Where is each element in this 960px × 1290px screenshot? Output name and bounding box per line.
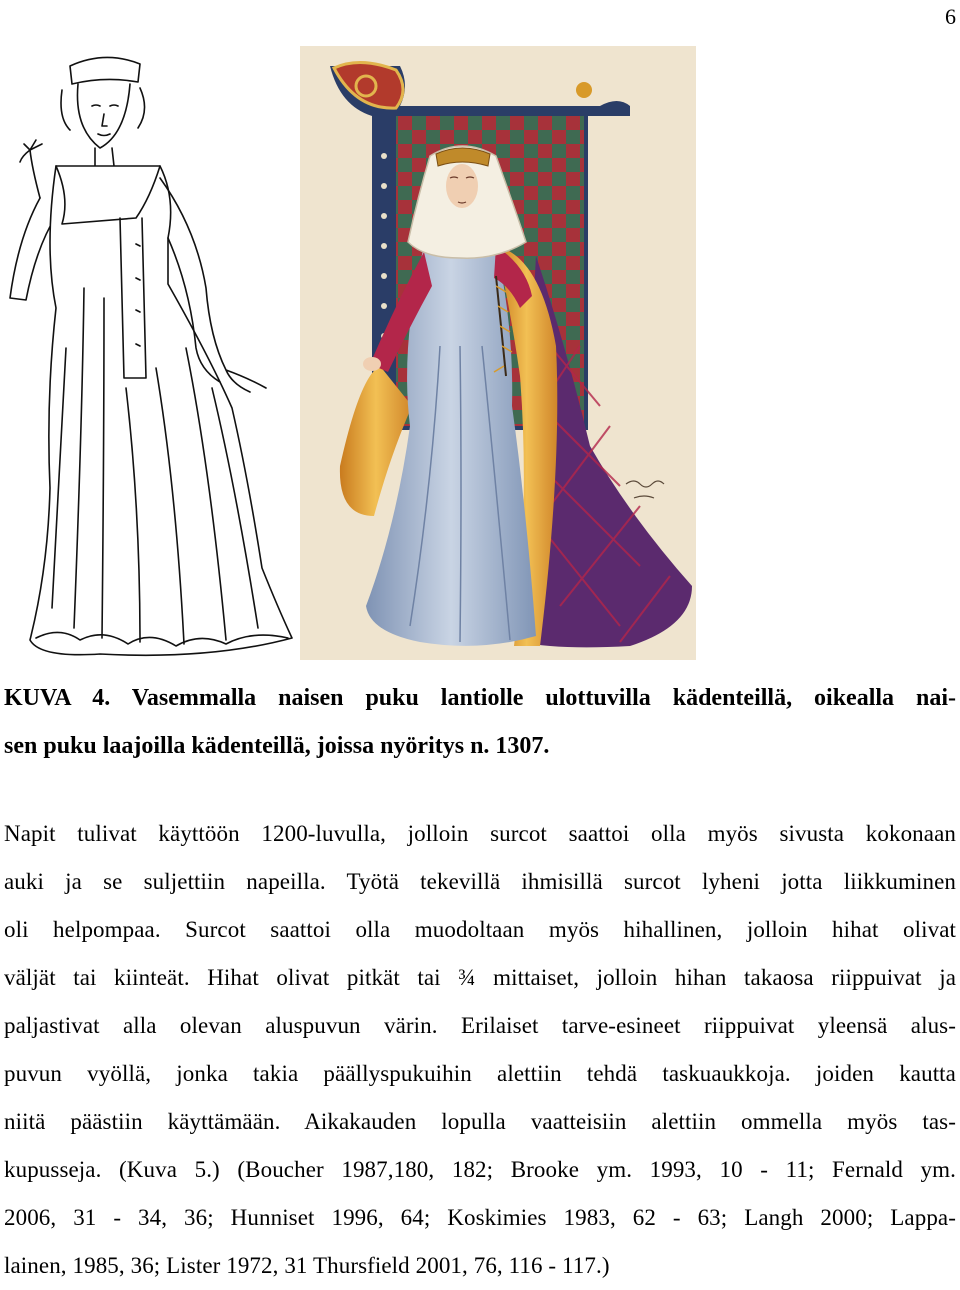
caption-line: sen puku laajoilla kädenteillä, joissa nyöritys n. 1307. xyxy=(4,733,550,759)
body-line: puvun vyöllä, jonka takia päällyspukuihin alettiin tehdä taskuaukkoja. joiden kautta xyxy=(4,1061,956,1086)
body-line: kupusseja. (Kuva 5.) (Boucher 1987,180, 182; Brooke ym. 1993, 10 - 11; Fernald ym. xyxy=(4,1157,956,1182)
figure-line-drawing xyxy=(0,48,300,660)
body-line: auki ja se suljettiin napeilla. Työtä tekevillä ihmisillä surcot lyheni jotta liikkuminen xyxy=(4,869,956,894)
body-line: lainen, 1985, 36; Lister 1972, 31 Thursfield 2001, 76, 116 - 117.) xyxy=(4,1253,610,1278)
body-line: 2006, 31 - 34, 36; Hunniset 1996, 64; Koskimies 1983, 62 - 63; Langh 2000; Lappa- xyxy=(4,1205,956,1230)
body-paragraph xyxy=(4,810,956,1290)
page-number: 6 xyxy=(945,4,956,29)
body-line: paljastivat alla olevan aluspuvun värin. Erilaiset tarve-esineet riippuivat yleensä alus- xyxy=(4,1013,956,1038)
body-line: oli helpompaa. Surcot saattoi olla muodoltaan myös hihallinen, jolloin hihat olivat xyxy=(4,917,956,942)
body-line: niitä päästiin käyttämään. Aikakauden lopulla vaatteisiin alettiin ommella myös tas- xyxy=(4,1109,956,1134)
figure-color-illustration xyxy=(300,46,696,660)
body-line: väljät tai kiinteät. Hihat olivat pitkät tai ¾ mittaiset, jolloin hihan takaosa riippuivat ja xyxy=(4,965,956,990)
figure-caption xyxy=(4,674,956,770)
body-line: Napit tulivat käyttöön 1200-luvulla, jolloin surcot saattoi olla myös sivusta kokonaan xyxy=(4,821,956,846)
caption-line: KUVA 4. Vasemmalla naisen puku lantiolle ulottuvilla kädenteillä, oikealla nai- xyxy=(4,685,956,711)
